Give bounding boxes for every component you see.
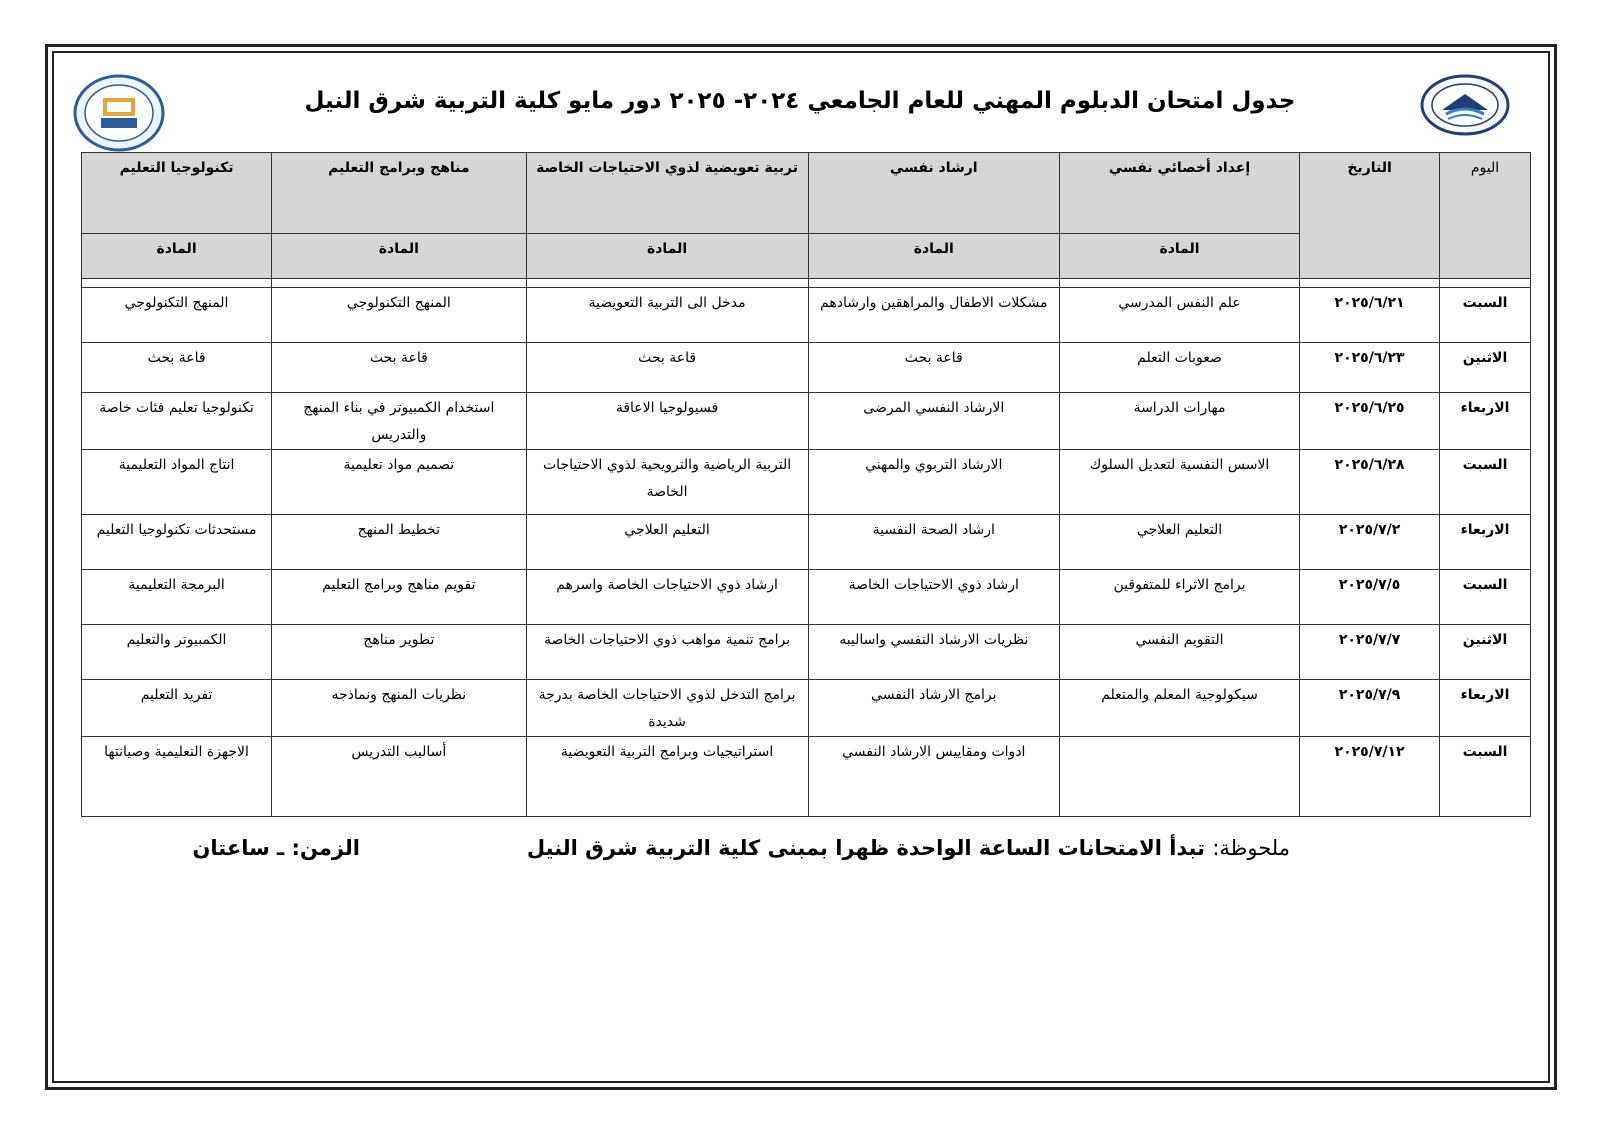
table-row (82, 680, 1531, 737)
date-cell: ٢٠٢٥/٧/٩ (1300, 680, 1440, 737)
subject-cell: برامج الاثراء للمتفوقين (1059, 570, 1299, 625)
faculty-logo (73, 74, 165, 156)
subject-cell: قاعة بحث (82, 343, 272, 393)
subject-cell: فسيولوجيا الاعاقة (526, 393, 808, 450)
table-row (82, 737, 1531, 817)
subject-cell: ارشاد ذوي الاحتياجات الخاصة (808, 570, 1059, 625)
subject-cell: قاعة بحث (808, 343, 1059, 393)
date-cell: ٢٠٢٥/٦/٢٥ (1300, 393, 1440, 450)
day-cell: السبت (1440, 288, 1531, 343)
table-row (82, 288, 1531, 343)
subject-cell: مشكلات الاطفال والمراهقين وارشادهم (808, 288, 1059, 343)
program-header: مناهج وبرامج التعليم (272, 153, 526, 234)
table-row (82, 515, 1531, 570)
subject-cell: برامج تنمية مواهب ذوي الاحتياجات الخاصة (526, 625, 808, 680)
exam-schedule-table (81, 152, 1531, 817)
subject-cell: مهارات الدراسة (1059, 393, 1299, 450)
subject-cell: تطوير مناهج (272, 625, 526, 680)
subject-cell: قاعة بحث (272, 343, 526, 393)
table-row (82, 625, 1531, 680)
day-cell: السبت (1440, 570, 1531, 625)
note-label: ملحوظة: (1212, 836, 1290, 860)
subject-cell: تفريد التعليم (82, 680, 272, 737)
subject-cell: التعليم العلاجي (526, 515, 808, 570)
day-cell: الاربعاء (1440, 680, 1531, 737)
table-row (82, 343, 1531, 393)
time-text: ـ ساعتان (192, 836, 285, 860)
subject-cell: تصميم مواد تعليمية (272, 450, 526, 515)
subject-cell: تقويم مناهج وبرامج التعليم (272, 570, 526, 625)
day-cell: الاثنين (1440, 343, 1531, 393)
subject-cell: الاجهزة التعليمية وصيانتها (82, 737, 272, 817)
footer-note (520, 836, 1290, 860)
date-cell: ٢٠٢٥/٦/٢٣ (1300, 343, 1440, 393)
date-cell: ٢٠٢٥/٧/٢ (1300, 515, 1440, 570)
program-header: تكنولوجيا التعليم (82, 153, 272, 234)
subject-cell: انتاج المواد التعليمية (82, 450, 272, 515)
day-cell: السبت (1440, 450, 1531, 515)
subject-cell: قاعة بحث (526, 343, 808, 393)
day-cell: السبت (1440, 737, 1531, 817)
subject-cell: أساليب التدريس (272, 737, 526, 817)
subject-cell (1059, 737, 1299, 817)
subject-cell: صعوبات التعلم (1059, 343, 1299, 393)
table-row (82, 570, 1531, 625)
header-gap-row (82, 279, 1531, 288)
day-column-header: اليوم (1440, 153, 1531, 279)
time-label: الزمن: (291, 836, 360, 860)
subject-cell: الاسس النفسية لتعديل السلوك (1059, 450, 1299, 515)
subject-header: المادة (1059, 234, 1299, 279)
subject-cell: سيكولوجية المعلم والمتعلم (1059, 680, 1299, 737)
subject-cell: برامج التدخل لذوي الاحتياجات الخاصة بدرجة شديدة (526, 680, 808, 737)
subject-cell: الكمبيوتر والتعليم (82, 625, 272, 680)
subject-cell: نظريات الارشاد النفسي واساليبه (808, 625, 1059, 680)
subject-cell: المنهج التكنولوجي (82, 288, 272, 343)
subject-cell: تكنولوجيا تعليم فئات خاصة (82, 393, 272, 450)
subject-cell: مدخل الى التربية التعويضية (526, 288, 808, 343)
subject-cell: ارشاد الصحة النفسية (808, 515, 1059, 570)
subject-header: المادة (808, 234, 1059, 279)
table-row (82, 450, 1531, 515)
date-column-header: التاريخ (1300, 153, 1440, 279)
subject-cell: التربية الرياضية والترويحية لذوي الاحتياجات الخاصة (526, 450, 808, 515)
subject-header: المادة (82, 234, 272, 279)
subject-header: المادة (272, 234, 526, 279)
subject-cell: تخطيط المنهج (272, 515, 526, 570)
day-cell: الاربعاء (1440, 515, 1531, 570)
subject-cell: نظريات المنهج ونماذجه (272, 680, 526, 737)
subject-cell: استخدام الكمبيوتر في بناء المنهج والتدريس (272, 393, 526, 450)
subject-cell: ادوات ومقاييس الارشاد النفسي (808, 737, 1059, 817)
program-header: تربية تعويضية لذوي الاحتياجات الخاصة (526, 153, 808, 234)
date-cell: ٢٠٢٥/٧/١٢ (1300, 737, 1440, 817)
subject-cell: ارشاد ذوي الاحتياجات الخاصة واسرهم (526, 570, 808, 625)
subject-cell: التقويم النفسي (1059, 625, 1299, 680)
subject-cell: الارشاد التربوي والمهني (808, 450, 1059, 515)
page-title: جدول امتحان الدبلوم المهني للعام الجامعي ٢٠٢٤- ٢٠٢٥ دور مايو كلية التربية شرق النيل (304, 88, 1296, 114)
subject-cell: مستحدثات تكنولوجيا التعليم (82, 515, 272, 570)
date-cell: ٢٠٢٥/٧/٧ (1300, 625, 1440, 680)
subject-cell: البرمجة التعليمية (82, 570, 272, 625)
program-header: إعداد أخصائي نفسي (1059, 153, 1299, 234)
date-cell: ٢٠٢٥/٧/٥ (1300, 570, 1440, 625)
day-cell: الاثنين (1440, 625, 1531, 680)
university-logo (1420, 74, 1510, 140)
program-header: ارشاد نفسي (808, 153, 1059, 234)
subject-cell: التعليم العلاجي (1059, 515, 1299, 570)
date-cell: ٢٠٢٥/٦/٢١ (1300, 288, 1440, 343)
exam-duration (190, 836, 360, 860)
table-row (82, 393, 1531, 450)
day-cell: الاربعاء (1440, 393, 1531, 450)
date-cell: ٢٠٢٥/٦/٢٨ (1300, 450, 1440, 515)
note-text: تبدأ الامتحانات الساعة الواحدة ظهرا بمبنى كلية التربية شرق النيل (526, 836, 1206, 860)
subject-header: المادة (526, 234, 808, 279)
subject-cell: المنهج التكنولوجي (272, 288, 526, 343)
subject-cell: الارشاد النفسي المرضى (808, 393, 1059, 450)
subject-cell: استراتيجيات وبرامج التربية التعويضية (526, 737, 808, 817)
subject-cell: علم النفس المدرسي (1059, 288, 1299, 343)
subject-cell: برامج الارشاد النفسي (808, 680, 1059, 737)
